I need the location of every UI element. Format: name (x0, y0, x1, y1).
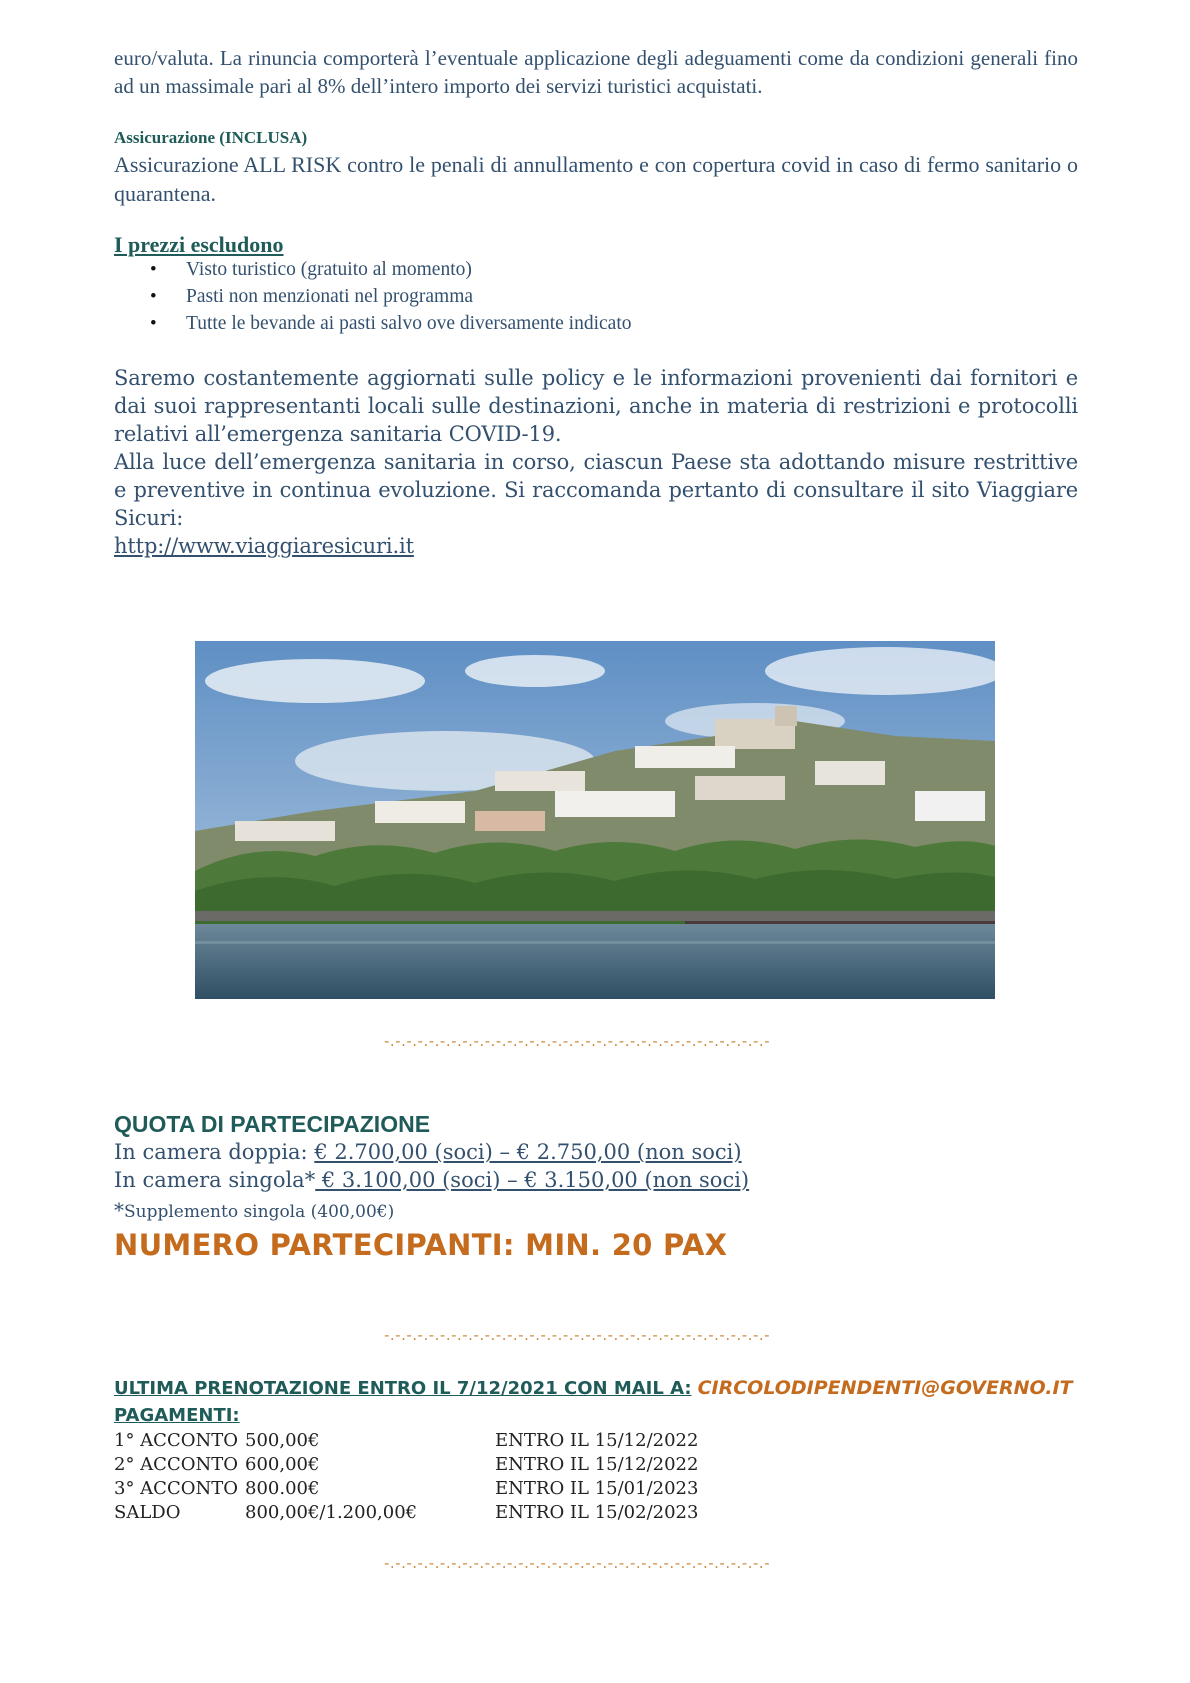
dotted-separator: -.-.-.-.-.-.-.-.-.-.-.-.-.-.-.-.-.-.-.-.-.-.-.-.-.-.-.-.-.-.-.-.-.-.- (384, 1032, 771, 1050)
double-room-price (114, 1140, 742, 1164)
excludes-heading: I prezzi escludono (114, 232, 284, 257)
single-room-amount: € 3.100,00 (soci) – € 3.150,00 (non soci) (315, 1168, 750, 1192)
list-item: • Visto turistico (gratuito al momento) (114, 256, 632, 283)
payment-name: SALDO (114, 1502, 181, 1523)
payment-name: 1° ACCONTO (114, 1430, 238, 1451)
excludes-list (114, 256, 632, 337)
payment-name: 3° ACCONTO (114, 1478, 238, 1499)
min-participants: NUMERO PARTECIPANTI: MIN. 20 PAX (114, 1228, 728, 1262)
covid-paragraph (114, 364, 1078, 560)
payment-amount: 600,00€ (245, 1454, 320, 1475)
covid-text-2: Alla luce dell’emergenza sanitaria in corso, ciascun Paese sta adottando misure restrittive e preventive in continua evoluzione. Si raccomanda pertanto di consultare il sito Viaggiare Sicuri: (114, 450, 1078, 530)
single-room-price (114, 1168, 749, 1192)
booking-deadline (114, 1377, 1073, 1399)
booking-label: ULTIMA PRENOTAZIONE ENTRO IL 7/12/2021 CON MAIL A: (114, 1378, 692, 1399)
list-item: • Tutte le bevande ai pasti salvo ove diversamente indicato (114, 310, 632, 337)
payment-due: ENTRO IL 15/12/2022 (495, 1430, 699, 1451)
intro-paragraph: euro/valuta. La rinuncia comporterà l’eventuale applicazione degli adeguamenti come da condizioni generali fino ad un massimale pari al 8% dell’intero importo dei servizi turistici acquistati. (114, 46, 1078, 98)
covid-text-1: Saremo costantemente aggiornati sulle policy e le informazioni provenienti dai fornitori e dai suoi rappresentanti locali sulle destinazioni, anche in materia di restrizioni e protocolli relativi all’emergenza sanitaria COVID-19. (114, 366, 1078, 446)
payment-amount: 500,00€ (245, 1430, 320, 1451)
list-item: • Pasti non menzionati nel programma (114, 283, 632, 310)
insurance-heading: Assicurazione (INCLUSA) (114, 128, 308, 147)
single-supplement (114, 1198, 394, 1222)
insurance-paragraph: Assicurazione ALL RISK contro le penali di annullamento e con copertura covid in caso di fermo sanitario o quarantena. (114, 152, 1078, 206)
viaggiare-sicuri-link[interactable]: http://www.viaggiaresicuri.it (114, 534, 414, 558)
dotted-separator: -.-.-.-.-.-.-.-.-.-.-.-.-.-.-.-.-.-.-.-.-.-.-.-.-.-.-.-.-.-.-.-.-.-.- (384, 1554, 771, 1572)
double-room-amount: € 2.700,00 (soci) – € 2.750,00 (non soci) (314, 1140, 742, 1164)
payment-due: ENTRO IL 15/01/2023 (495, 1478, 699, 1499)
double-room-label: In camera doppia: (114, 1140, 315, 1164)
payment-due: ENTRO IL 15/12/2022 (495, 1454, 699, 1475)
single-room-label: In camera singola* (114, 1168, 316, 1192)
supplement-text: Supplemento singola (400,00€) (124, 1202, 395, 1222)
payment-amount: 800,00€/1.200,00€ (245, 1502, 418, 1523)
quota-heading: QUOTA DI PARTECIPAZIONE (114, 1111, 431, 1137)
payment-due: ENTRO IL 15/02/2023 (495, 1502, 699, 1523)
city-riverside-photo (195, 641, 995, 999)
dotted-separator: -.-.-.-.-.-.-.-.-.-.-.-.-.-.-.-.-.-.-.-.-.-.-.-.-.-.-.-.-.-.-.-.-.-.- (384, 1326, 771, 1344)
supplement-asterisk: * (114, 1198, 124, 1222)
payment-name: 2° ACCONTO (114, 1454, 238, 1475)
payment-amount: 800.00€ (245, 1478, 320, 1499)
booking-email[interactable]: CIRCOLODIPENDENTI@GOVERNO.IT (697, 1377, 1073, 1399)
payments-heading: PAGAMENTI: (114, 1405, 240, 1426)
